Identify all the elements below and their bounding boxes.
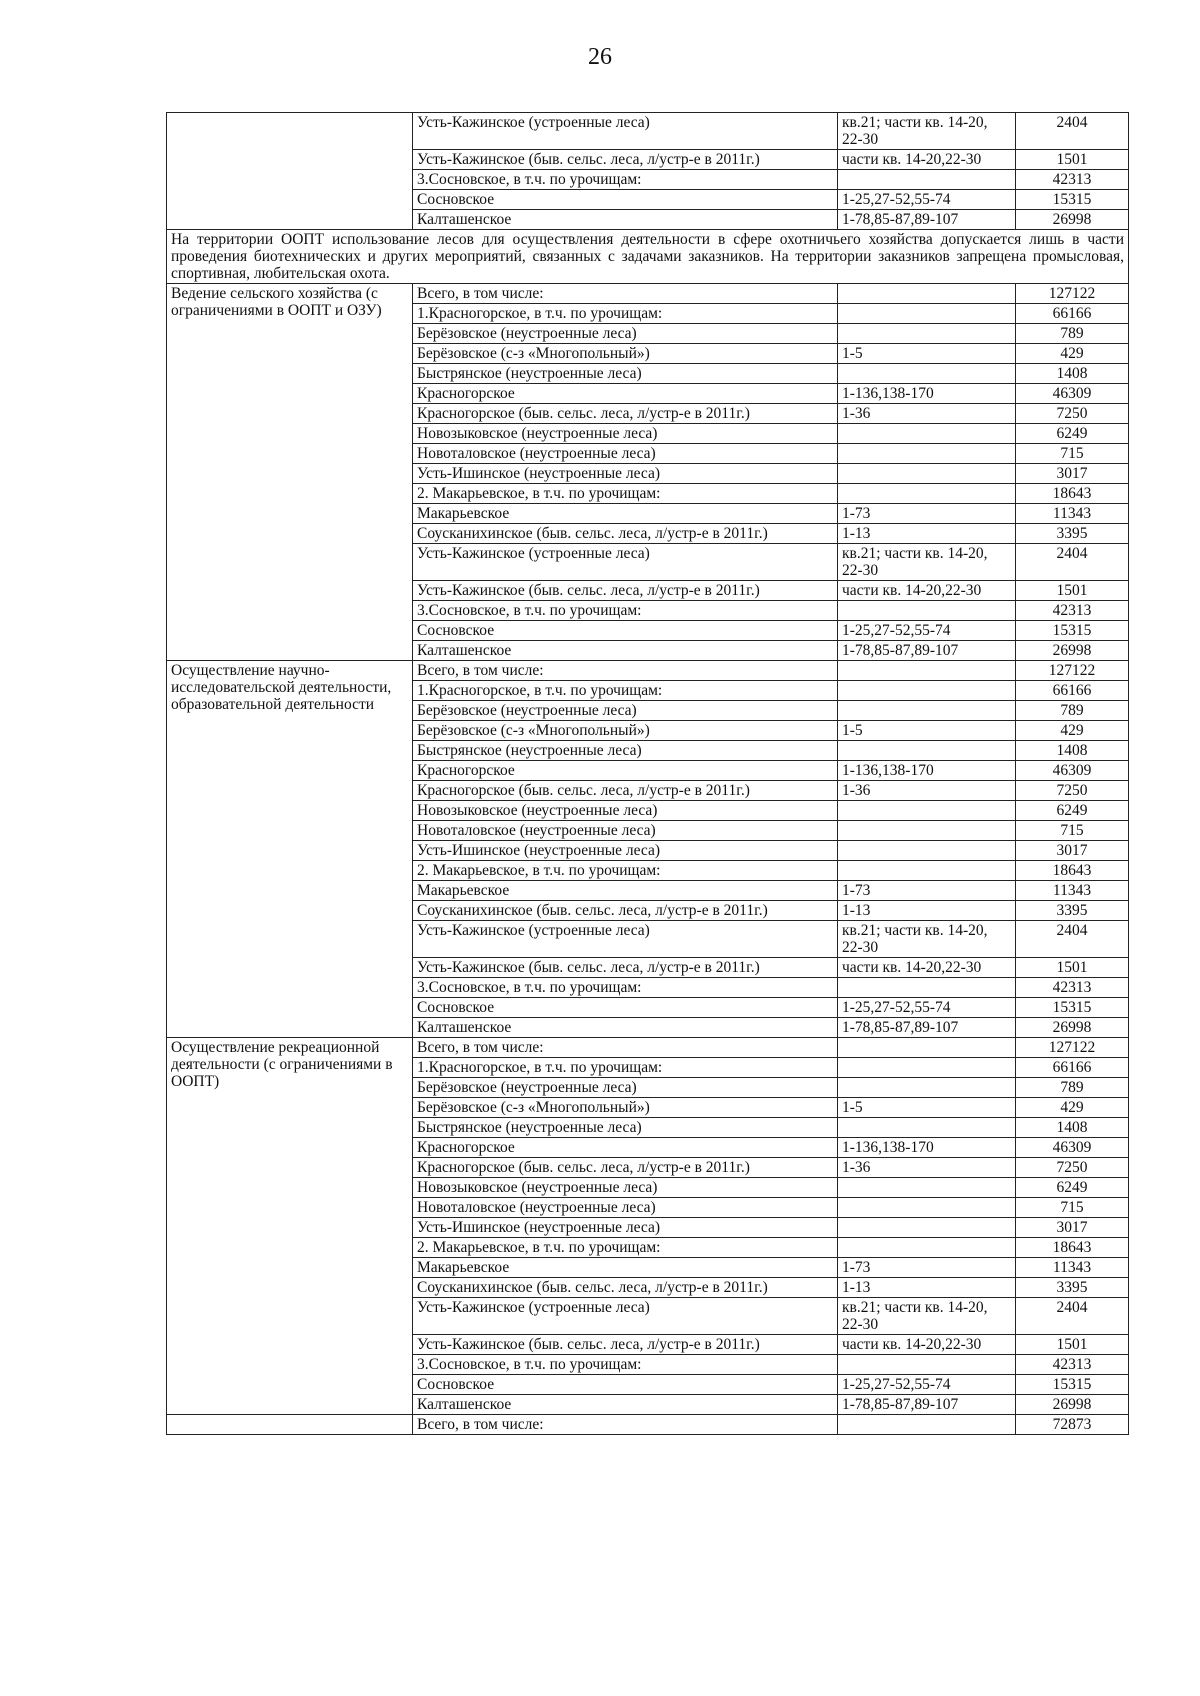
forest-district-cell: Усть-Кажинское (устроенные леса) — [413, 1298, 838, 1335]
forest-district-cell: Калташенское — [413, 210, 838, 230]
forest-district-cell: Сосновское — [413, 621, 838, 641]
forest-district-cell: 2. Макарьевское, в т.ч. по урочищам: — [413, 861, 838, 881]
quarters-cell: 1-78,85-87,89-107 — [838, 1395, 1016, 1415]
forest-district-cell: 3.Сосновское, в т.ч. по урочищам: — [413, 978, 838, 998]
activity-type-cell: Осуществление рекреационной деятельности (с ограничениями в ООПТ) — [167, 1038, 413, 1415]
area-cell: 127122 — [1016, 1038, 1129, 1058]
area-cell: 6249 — [1016, 801, 1129, 821]
quarters-cell — [838, 821, 1016, 841]
area-cell: 42313 — [1016, 1355, 1129, 1375]
area-cell: 15315 — [1016, 621, 1129, 641]
area-cell: 66166 — [1016, 681, 1129, 701]
quarters-cell: части кв. 14-20,22-30 — [838, 581, 1016, 601]
area-cell: 46309 — [1016, 384, 1129, 404]
forest-district-cell: Новоталовское (неустроенные леса) — [413, 821, 838, 841]
area-cell: 1408 — [1016, 1118, 1129, 1138]
quarters-cell — [838, 601, 1016, 621]
forest-district-cell: Берёзовское (с-з «Многопольный») — [413, 344, 838, 364]
quarters-cell — [838, 1178, 1016, 1198]
forest-district-cell: Усть-Кажинское (быв. сельс. леса, л/устр-е в 2011г.) — [413, 150, 838, 170]
area-cell: 6249 — [1016, 1178, 1129, 1198]
area-cell: 3395 — [1016, 1278, 1129, 1298]
forest-district-cell: Новозыковское (неустроенные леса) — [413, 801, 838, 821]
area-cell: 1501 — [1016, 1335, 1129, 1355]
quarters-cell: 1-25,27-52,55-74 — [838, 190, 1016, 210]
area-cell: 3017 — [1016, 841, 1129, 861]
table-row — [167, 284, 1129, 304]
area-cell: 18643 — [1016, 1238, 1129, 1258]
quarters-cell: 1-5 — [838, 344, 1016, 364]
area-cell: 3395 — [1016, 524, 1129, 544]
area-cell: 789 — [1016, 701, 1129, 721]
forest-district-cell: Всего, в том числе: — [413, 284, 838, 304]
quarters-cell — [838, 861, 1016, 881]
table-row — [167, 661, 1129, 681]
forest-district-cell: Сосновское — [413, 190, 838, 210]
forest-district-cell: Соусканихинское (быв. сельс. леса, л/устр-е в 2011г.) — [413, 1278, 838, 1298]
forest-district-cell: 1.Красногорское, в т.ч. по урочищам: — [413, 304, 838, 324]
hunting-note: На территории ООПТ использование лесов для осуществления деятельности в сфере охотничьего хозяйства допускается лишь в части проведения биотехнических и других мероприятий, связанных с задачами заказников. На территории заказников запрещена промысловая, спортивная, любительская охота. — [167, 230, 1129, 284]
area-cell: 1501 — [1016, 581, 1129, 601]
area-cell: 2404 — [1016, 544, 1129, 581]
quarters-cell — [838, 170, 1016, 190]
quarters-cell — [838, 324, 1016, 344]
forest-district-cell: Быстрянское (неустроенные леса) — [413, 364, 838, 384]
area-cell: 26998 — [1016, 641, 1129, 661]
quarters-cell: 1-36 — [838, 1158, 1016, 1178]
quarters-cell — [838, 1198, 1016, 1218]
area-cell: 11343 — [1016, 881, 1129, 901]
forest-district-cell: Соусканихинское (быв. сельс. леса, л/устр-е в 2011г.) — [413, 901, 838, 921]
area-cell: 26998 — [1016, 1018, 1129, 1038]
area-cell: 26998 — [1016, 210, 1129, 230]
quarters-cell: 1-136,138-170 — [838, 384, 1016, 404]
forest-district-cell: Всего, в том числе: — [413, 1415, 838, 1435]
quarters-cell — [838, 978, 1016, 998]
forest-district-cell: Усть-Ишинское (неустроенные леса) — [413, 1218, 838, 1238]
quarters-cell: 1-36 — [838, 404, 1016, 424]
forest-district-cell: Берёзовское (с-з «Многопольный») — [413, 1098, 838, 1118]
area-cell: 1408 — [1016, 364, 1129, 384]
area-cell: 127122 — [1016, 284, 1129, 304]
forest-district-cell: Берёзовское (неустроенные леса) — [413, 1078, 838, 1098]
area-cell: 2404 — [1016, 921, 1129, 958]
area-cell: 2404 — [1016, 113, 1129, 150]
area-cell: 42313 — [1016, 601, 1129, 621]
table-row — [167, 1415, 1129, 1435]
quarters-cell — [838, 284, 1016, 304]
area-cell: 6249 — [1016, 424, 1129, 444]
forest-district-cell: Красногорское — [413, 384, 838, 404]
page-number: 26 — [588, 44, 612, 70]
quarters-cell: 1-73 — [838, 504, 1016, 524]
area-cell: 789 — [1016, 324, 1129, 344]
table-body — [167, 113, 1129, 1435]
forest-district-cell: Калташенское — [413, 641, 838, 661]
forest-district-cell: Берёзовское (неустроенные леса) — [413, 701, 838, 721]
forest-district-cell: Калташенское — [413, 1018, 838, 1038]
forest-district-cell: Красногорское — [413, 1138, 838, 1158]
forest-district-cell: Всего, в том числе: — [413, 661, 838, 681]
quarters-cell — [838, 1118, 1016, 1138]
forest-district-cell: Быстрянское (неустроенные леса) — [413, 741, 838, 761]
area-cell: 72873 — [1016, 1415, 1129, 1435]
quarters-cell — [838, 701, 1016, 721]
forest-district-cell: Новоталовское (неустроенные леса) — [413, 1198, 838, 1218]
quarters-cell: 1-13 — [838, 524, 1016, 544]
quarters-cell: кв.21; части кв. 14-20, 22-30 — [838, 921, 1016, 958]
quarters-cell — [838, 1058, 1016, 1078]
quarters-cell: 1-5 — [838, 721, 1016, 741]
quarters-cell: 1-13 — [838, 1278, 1016, 1298]
activity-cell-empty — [167, 1415, 413, 1435]
table-row — [167, 113, 1129, 150]
area-cell: 7250 — [1016, 404, 1129, 424]
quarters-cell: 1-78,85-87,89-107 — [838, 210, 1016, 230]
quarters-cell — [838, 1415, 1016, 1435]
forest-district-cell: Усть-Кажинское (устроенные леса) — [413, 921, 838, 958]
area-cell: 3395 — [1016, 901, 1129, 921]
forest-district-cell: Быстрянское (неустроенные леса) — [413, 1118, 838, 1138]
forest-district-cell: Усть-Кажинское (быв. сельс. леса, л/устр-е в 2011г.) — [413, 958, 838, 978]
area-cell: 46309 — [1016, 1138, 1129, 1158]
table-row — [167, 1038, 1129, 1058]
area-cell: 2404 — [1016, 1298, 1129, 1335]
area-cell: 1501 — [1016, 958, 1129, 978]
forest-district-cell: Усть-Ишинское (неустроенные леса) — [413, 841, 838, 861]
area-cell: 715 — [1016, 1198, 1129, 1218]
area-cell: 3017 — [1016, 1218, 1129, 1238]
forest-district-cell: 1.Красногорское, в т.ч. по урочищам: — [413, 681, 838, 701]
area-cell: 42313 — [1016, 170, 1129, 190]
forest-district-cell: Красногорское (быв. сельс. леса, л/устр-е в 2011г.) — [413, 781, 838, 801]
forest-district-cell: 3.Сосновское, в т.ч. по урочищам: — [413, 601, 838, 621]
forest-district-cell: Усть-Кажинское (устроенные леса) — [413, 113, 838, 150]
area-cell: 66166 — [1016, 1058, 1129, 1078]
area-cell: 429 — [1016, 721, 1129, 741]
quarters-cell: кв.21; части кв. 14-20, 22-30 — [838, 113, 1016, 150]
forest-district-cell: Калташенское — [413, 1395, 838, 1415]
quarters-cell: 1-36 — [838, 781, 1016, 801]
quarters-cell: 1-13 — [838, 901, 1016, 921]
forest-use-table — [166, 112, 1129, 1435]
forest-district-cell: 1.Красногорское, в т.ч. по урочищам: — [413, 1058, 838, 1078]
area-cell: 127122 — [1016, 661, 1129, 681]
forest-district-cell: Макарьевское — [413, 881, 838, 901]
quarters-cell — [838, 364, 1016, 384]
quarters-cell: части кв. 14-20,22-30 — [838, 958, 1016, 978]
quarters-cell: 1-136,138-170 — [838, 761, 1016, 781]
quarters-cell — [838, 661, 1016, 681]
quarters-cell — [838, 681, 1016, 701]
forest-district-cell: Новозыковское (неустроенные леса) — [413, 1178, 838, 1198]
area-cell: 42313 — [1016, 978, 1129, 998]
forest-district-cell: Всего, в том числе: — [413, 1038, 838, 1058]
note-row — [167, 230, 1129, 284]
activity-type-cell: Осуществление научно-исследовательской деятельности, образовательной деятельности — [167, 661, 413, 1038]
forest-district-cell: Новоталовское (неустроенные леса) — [413, 444, 838, 464]
forest-district-cell: Усть-Кажинское (устроенные леса) — [413, 544, 838, 581]
quarters-cell: 1-73 — [838, 1258, 1016, 1278]
forest-district-cell: Красногорское (быв. сельс. леса, л/устр-е в 2011г.) — [413, 1158, 838, 1178]
quarters-cell: 1-78,85-87,89-107 — [838, 1018, 1016, 1038]
area-cell: 15315 — [1016, 1375, 1129, 1395]
quarters-cell — [838, 464, 1016, 484]
forest-district-cell: Сосновское — [413, 998, 838, 1018]
quarters-cell — [838, 801, 1016, 821]
forest-district-cell: Макарьевское — [413, 504, 838, 524]
forest-district-cell: 3.Сосновское, в т.ч. по урочищам: — [413, 170, 838, 190]
forest-district-cell: 2. Макарьевское, в т.ч. по урочищам: — [413, 1238, 838, 1258]
activity-type-cell: Ведение сельского хозяйства (с ограничениями в ООПТ и ОЗУ) — [167, 284, 413, 661]
quarters-cell — [838, 304, 1016, 324]
area-cell: 26998 — [1016, 1395, 1129, 1415]
quarters-cell: 1-73 — [838, 881, 1016, 901]
activity-cell-empty — [167, 113, 413, 230]
quarters-cell: 1-78,85-87,89-107 — [838, 641, 1016, 661]
quarters-cell: 1-25,27-52,55-74 — [838, 621, 1016, 641]
quarters-cell: части кв. 14-20,22-30 — [838, 1335, 1016, 1355]
quarters-cell — [838, 1238, 1016, 1258]
forest-district-cell: Макарьевское — [413, 1258, 838, 1278]
quarters-cell — [838, 1038, 1016, 1058]
forest-district-cell: Соусканихинское (быв. сельс. леса, л/устр-е в 2011г.) — [413, 524, 838, 544]
area-cell: 11343 — [1016, 504, 1129, 524]
quarters-cell: 1-25,27-52,55-74 — [838, 998, 1016, 1018]
forest-district-cell: Усть-Кажинское (быв. сельс. леса, л/устр-е в 2011г.) — [413, 1335, 838, 1355]
area-cell: 429 — [1016, 344, 1129, 364]
quarters-cell — [838, 484, 1016, 504]
forest-district-cell: Усть-Кажинское (быв. сельс. леса, л/устр-е в 2011г.) — [413, 581, 838, 601]
area-cell: 18643 — [1016, 861, 1129, 881]
area-cell: 1408 — [1016, 741, 1129, 761]
quarters-cell — [838, 741, 1016, 761]
quarters-cell — [838, 1355, 1016, 1375]
forest-district-cell: Сосновское — [413, 1375, 838, 1395]
area-cell: 18643 — [1016, 484, 1129, 504]
quarters-cell: кв.21; части кв. 14-20, 22-30 — [838, 544, 1016, 581]
area-cell: 7250 — [1016, 1158, 1129, 1178]
quarters-cell — [838, 1078, 1016, 1098]
area-cell: 11343 — [1016, 1258, 1129, 1278]
forest-district-cell: 2. Макарьевское, в т.ч. по урочищам: — [413, 484, 838, 504]
quarters-cell — [838, 1218, 1016, 1238]
area-cell: 429 — [1016, 1098, 1129, 1118]
forest-district-cell: Новозыковское (неустроенные леса) — [413, 424, 838, 444]
area-cell: 3017 — [1016, 464, 1129, 484]
forest-district-cell: Красногорское (быв. сельс. леса, л/устр-е в 2011г.) — [413, 404, 838, 424]
quarters-cell: части кв. 14-20,22-30 — [838, 150, 1016, 170]
area-cell: 46309 — [1016, 761, 1129, 781]
quarters-cell: 1-136,138-170 — [838, 1138, 1016, 1158]
area-cell: 15315 — [1016, 998, 1129, 1018]
area-cell: 7250 — [1016, 781, 1129, 801]
forest-district-cell: 3.Сосновское, в т.ч. по урочищам: — [413, 1355, 838, 1375]
quarters-cell: кв.21; части кв. 14-20, 22-30 — [838, 1298, 1016, 1335]
forest-district-cell: Красногорское — [413, 761, 838, 781]
forest-district-cell: Берёзовское (с-з «Многопольный») — [413, 721, 838, 741]
area-cell: 15315 — [1016, 190, 1129, 210]
quarters-cell: 1-5 — [838, 1098, 1016, 1118]
forest-district-cell: Усть-Ишинское (неустроенные леса) — [413, 464, 838, 484]
quarters-cell — [838, 424, 1016, 444]
forest-district-cell: Берёзовское (неустроенные леса) — [413, 324, 838, 344]
quarters-cell: 1-25,27-52,55-74 — [838, 1375, 1016, 1395]
area-cell: 1501 — [1016, 150, 1129, 170]
area-cell: 66166 — [1016, 304, 1129, 324]
quarters-cell — [838, 444, 1016, 464]
area-cell: 715 — [1016, 444, 1129, 464]
area-cell: 715 — [1016, 821, 1129, 841]
quarters-cell — [838, 841, 1016, 861]
area-cell: 789 — [1016, 1078, 1129, 1098]
